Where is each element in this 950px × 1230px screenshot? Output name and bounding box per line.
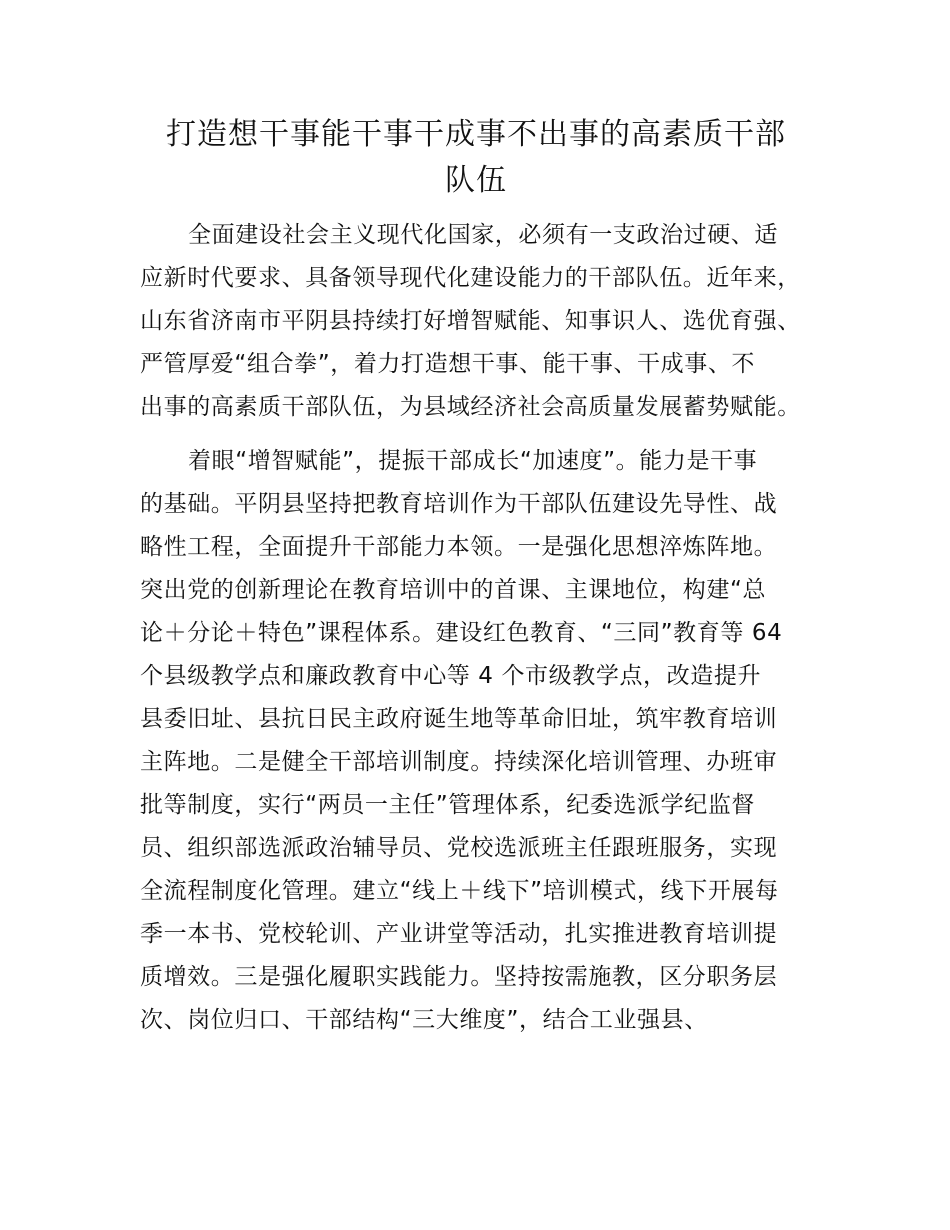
text-line: 论＋分论＋特色”课程体系。建设红色教育、“三同”教育等 64: [140, 620, 783, 646]
text-line: 全面建设社会主义现代化国家，必须有一支政治过硬、适: [188, 222, 778, 248]
text-line: 的基础。平阴县坚持把教育培训作为干部队伍建设先导性、战: [140, 491, 778, 517]
text-line: 县委旧址、县抗日民主政府诞生地等革命旧址，筑牢教育培训: [140, 706, 778, 732]
document-title: [140, 112, 812, 204]
text-line: 严管厚爱“组合拳”，着力打造想干事、能干事、干成事、不: [140, 351, 756, 377]
text-line: 主阵地。二是健全干部培训制度。持续深化培训管理、办班审: [140, 749, 778, 775]
title-line: 队伍: [445, 163, 507, 198]
text-line: 着眼“增智赋能”，提振干部成长“加速度”。能力是干事: [188, 448, 758, 474]
text-line: 突出党的创新理论在教育培训中的首课、主课地位，构建“总: [140, 577, 767, 603]
text-line: 个县级教学点和廉政教育中心等 4 个市级教学点，改造提升: [140, 663, 762, 689]
text-line: 质增效。三是强化履职实践能力。坚持按需施教，区分职务层: [140, 964, 778, 990]
text-line: 员、组织部选派政治辅导员、党校选派班主任跟班服务，实现: [140, 835, 778, 861]
text-line: 全流程制度化管理。建立“线上＋线下”培训模式，线下开展每: [140, 878, 779, 904]
text-line: 略性工程，全面提升干部能力本领。一是强化思想淬炼阵地。: [140, 534, 778, 560]
text-line: 应新时代要求、具备领导现代化建设能力的干部队伍。近年来，: [140, 265, 801, 291]
text-line: 次、岗位归口、干部结构“三大维度”，结合工业强县、: [140, 1007, 708, 1033]
text-line: 季一本书、党校轮训、产业讲堂等活动，扎实推进教育培训提: [140, 921, 778, 947]
text-line: 山东省济南市平阴县持续打好增智赋能、知事识人、选优育强、: [140, 308, 801, 334]
text-line: 批等制度，实行“两员一主任”管理体系，纪委选派学纪监督: [140, 792, 756, 818]
title-line: 打造想干事能干事干成事不出事的高素质干部: [166, 117, 786, 152]
text-line: 出事的高素质干部队伍，为县域经济社会高质量发展蓄势赋能。: [140, 394, 801, 420]
